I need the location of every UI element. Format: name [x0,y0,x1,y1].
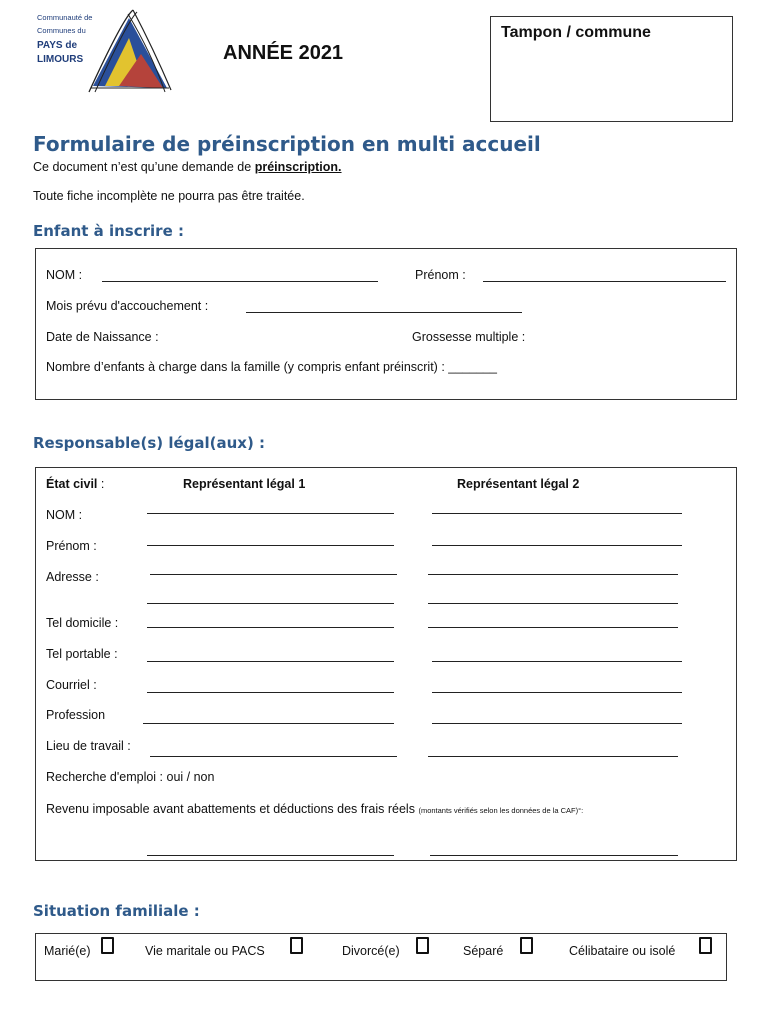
child-nom-label: NOM : [46,268,83,282]
section-family-title: Situation familiale : [33,902,200,920]
family-option-marie: Marié(e) [44,944,91,958]
page-title: Formulaire de préinscription en multi accueil [33,132,541,156]
child-mois-label: Mois prévu d'accouchement : [46,299,209,313]
legal-lieu-label: Lieu de travail : [46,739,131,753]
rep1-courriel-field[interactable] [147,692,394,693]
legal-tel-port-label: Tel portable : [46,647,118,661]
checkbox-separe[interactable] [520,937,533,954]
legal-revenu-note: (montants vérifiés selon les données de la CAF)°: [418,806,584,815]
rep2-adresse-field-2[interactable] [428,603,678,604]
etat-civil-text: État civil [46,477,98,491]
logo-line-4: LIMOURS [37,54,84,65]
rep1-lieu-field[interactable] [150,756,397,757]
child-box [35,248,737,400]
rep1-tel-port-field[interactable] [147,661,394,662]
legal-adresse-label: Adresse : [46,570,99,584]
logo [33,8,173,94]
child-prenom-label: Prénom : [415,268,466,282]
child-nom-field[interactable] [102,281,378,282]
etat-civil-colon: : [100,477,105,491]
intro-note-prefix: Ce document n’est qu’une demande de [33,160,252,174]
year-title: ANNÉE 2021 [223,42,344,64]
intro-note [33,160,342,174]
legal-tel-dom-label: Tel domicile : [46,616,119,630]
child-grossesse-label: Grossesse multiple : [412,330,526,344]
rep2-header: Représentant légal 2 [457,477,580,491]
incomplete-warning: Toute fiche incomplète ne pourra pas être traitée. [33,189,305,203]
checkbox-marie[interactable] [101,937,114,954]
etat-civil-label [46,477,104,491]
rep2-tel-port-field[interactable] [432,661,682,662]
legal-revenu-label [46,802,583,816]
rep1-profession-field[interactable] [143,723,394,724]
legal-profession-label: Profession [46,708,106,722]
legal-nom-label: NOM : [46,508,83,522]
logo-line-3: PAYS de [37,40,78,51]
child-prenom-field[interactable] [483,281,726,282]
rep1-revenu-field[interactable] [147,855,394,856]
stamp-label: Tampon / commune [501,24,651,41]
logo-line-2: Communes du [37,26,86,35]
family-option-separe: Séparé [463,944,504,958]
legal-recherche-label: Recherche d'emploi : oui / non [46,770,215,784]
child-mois-field[interactable] [246,312,522,313]
rep2-nom-field[interactable] [432,513,682,514]
family-option-celibataire: Célibataire ou isolé [569,944,676,958]
legal-prenom-label: Prénom : [46,539,97,553]
stamp-box [490,16,733,122]
rep2-adresse-field-1[interactable] [428,574,678,575]
rep1-header: Représentant légal 1 [183,477,306,491]
rep2-profession-field[interactable] [432,723,682,724]
logo-line-1: Communauté de [37,13,93,22]
child-nombre-label: Nombre d’enfants à charge dans la famille (y compris enfant préinscrit) : _______ [46,360,497,374]
section-child-title: Enfant à inscrire : [33,222,184,240]
rep1-adresse-field-2[interactable] [147,603,394,604]
section-legal-title: Responsable(s) légal(aux) : [33,434,266,452]
rep2-tel-dom-field[interactable] [428,627,678,628]
rep1-adresse-field-1[interactable] [150,574,397,575]
rep2-revenu-field[interactable] [430,855,678,856]
legal-revenu-text: Revenu imposable avant abattements et déductions des frais réels [46,802,415,816]
family-option-divorce: Divorcé(e) [342,944,400,958]
rep2-courriel-field[interactable] [432,692,682,693]
rep1-nom-field[interactable] [147,513,394,514]
legal-courriel-label: Courriel : [46,678,97,692]
rep1-prenom-field[interactable] [147,545,394,546]
checkbox-celibataire[interactable] [699,937,712,954]
child-naissance-label: Date de Naissance : [46,330,159,344]
intro-note-emphasis: préinscription. [254,160,342,174]
family-option-pacs: Vie maritale ou PACS [145,944,265,958]
rep1-tel-dom-field[interactable] [147,627,394,628]
rep2-lieu-field[interactable] [428,756,678,757]
checkbox-divorce[interactable] [416,937,429,954]
rep2-prenom-field[interactable] [432,545,682,546]
checkbox-pacs[interactable] [290,937,303,954]
